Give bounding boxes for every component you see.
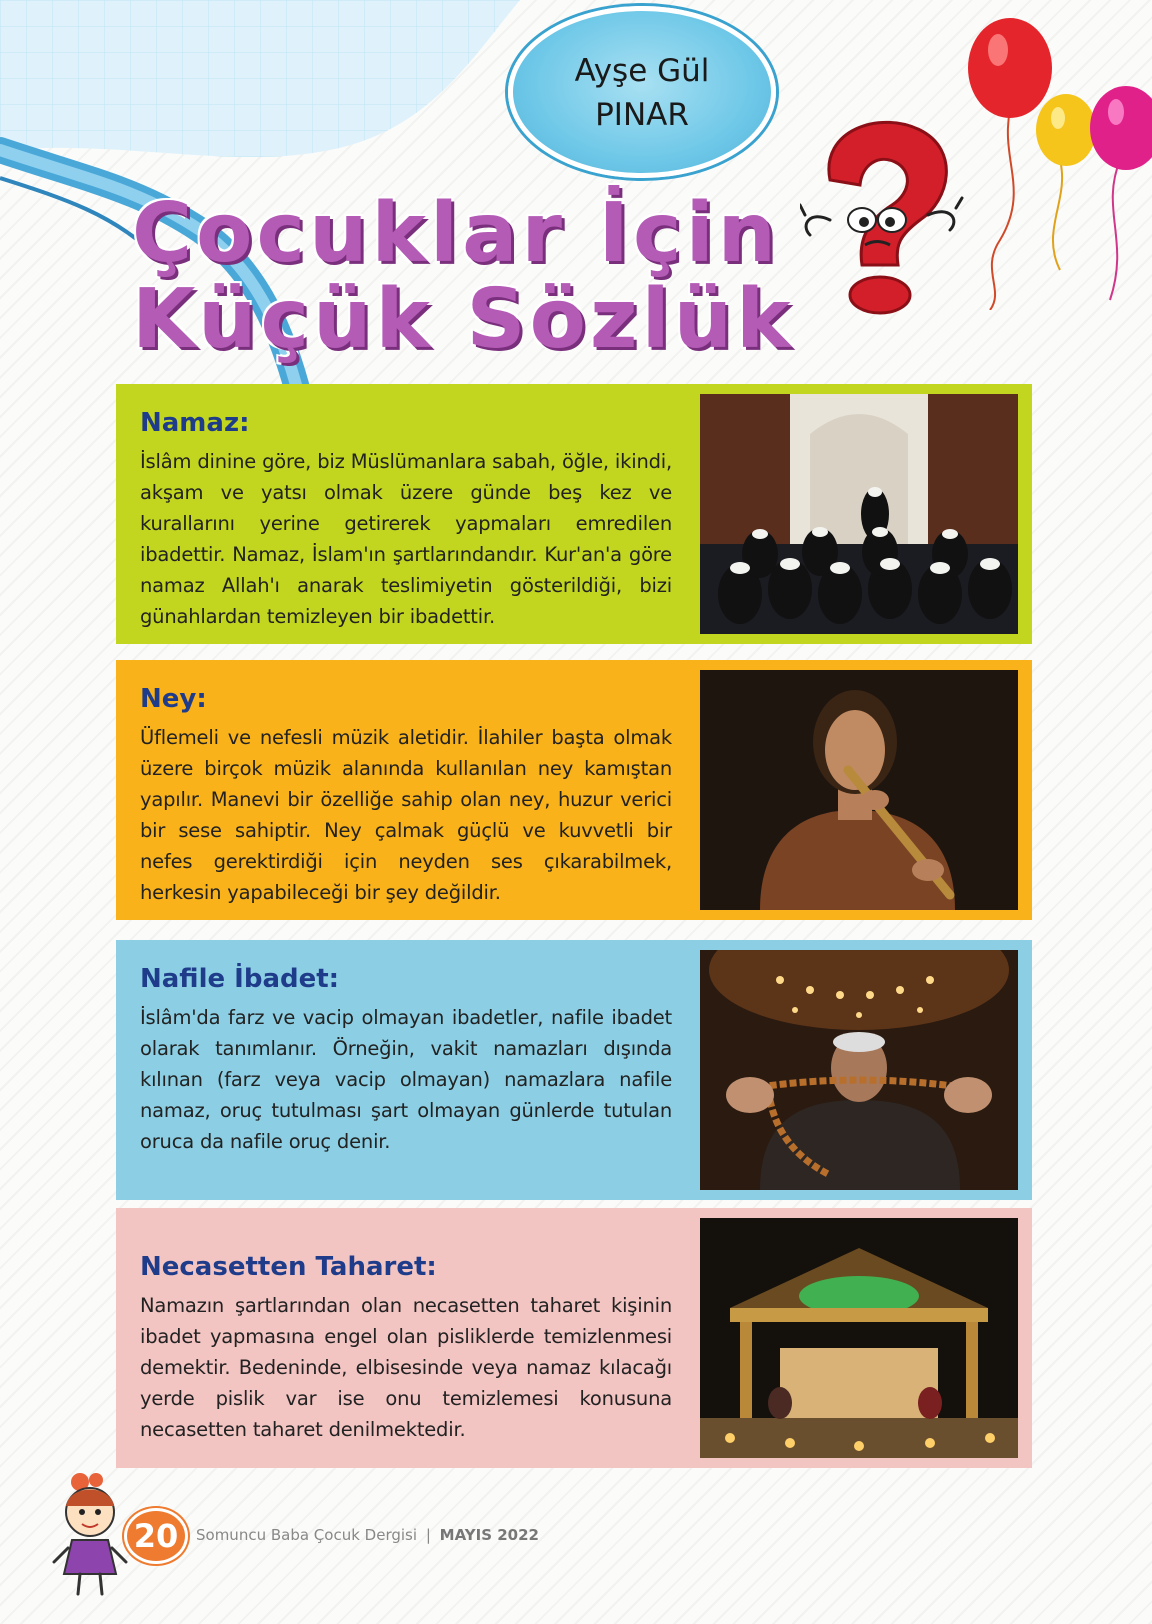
page-title-line-1: Çocuklar İçin [132,186,781,281]
entry-heading: Ney: [140,684,207,714]
prayer-beads-photo [700,950,1018,1190]
page-title-line-2: Küçük Sözlük [132,272,795,367]
ney-player-photo [700,670,1018,910]
entry-card-necasetten-taharet [116,1208,1032,1468]
issue-date: MAYIS 2022 [439,1526,539,1544]
entry-card-nafile-ibadet [116,940,1032,1200]
entry-heading: Namaz: [140,408,250,438]
mosque-prayer-photo [700,394,1018,634]
entry-body: İslâm dinine göre, biz Müslümanlara sabah, öğle, ikindi, akşam ve yatsı olmak üzere günde beş kez ve kurallarını yerine getirerek yapmaları emredilen ibadettir. Namaz, İslam'ın şartlarındandır. Kur'an'a göre namaz Allah'ı anarak teslimiyetin gösterildiği, bizi günahlardan temizleyen bir ibadettir. [140,450,672,628]
entry-card-ney [116,660,1032,920]
entry-body: İslâm'da farz ve vacip olmayan ibadetler, nafile ibadet olarak tanımlanır. Örneğin, vakit namazları dışında kılınan (farz veya vacip olmayan) namazlara nafile namaz, oruç tutulması şart olmayan günlerde tutulan oruca da nafile oruç denir. [140,1006,672,1153]
entry-body: Üflemeli ve nefesli müzik aletidir. İlahiler başta olmak üzere birçok müzik alanında kullanılan ney kamıştan yapılır. Manevi bir özelliğe sahip olan ney, huzur verici bir sese sahiptir. Ney çalmak güçlü ve kuvvetli bir nefes gerektirdiği için neyden ses çıkarabilmek, herkesin yapabileceği bir şey değildir. [140,726,672,904]
author-bubble [508,6,776,178]
footer-credit [196,1526,539,1544]
entry-card-namaz [116,384,1032,644]
footer-separator: | [425,1526,431,1544]
magazine-name: Somuncu Baba Çocuk Dergisi [196,1526,418,1544]
entry-heading: Nafile İbadet: [140,964,340,994]
page-number: 20 [124,1508,188,1564]
author-last-name: PINAR [595,97,689,133]
question-mark-mascot-icon [800,110,980,320]
ablution-fountain-photo [700,1218,1018,1458]
cartoon-girl-icon [50,1470,130,1598]
entry-body: Namazın şartlarından olan necasetten taharet kişinin ibadet yapmasına engel olan pisliklerde temizlenmesi demektir. Bedeninde, elbisesinde veya namaz kılacağı yerde pislik var ise onu temizlemesi konusuna necasetten taharet denilmektedir. [140,1294,672,1441]
author-first-name: Ayşe Gül [574,53,710,89]
balloons-icon [960,10,1152,310]
entry-heading: Necasetten Taharet: [140,1252,437,1282]
